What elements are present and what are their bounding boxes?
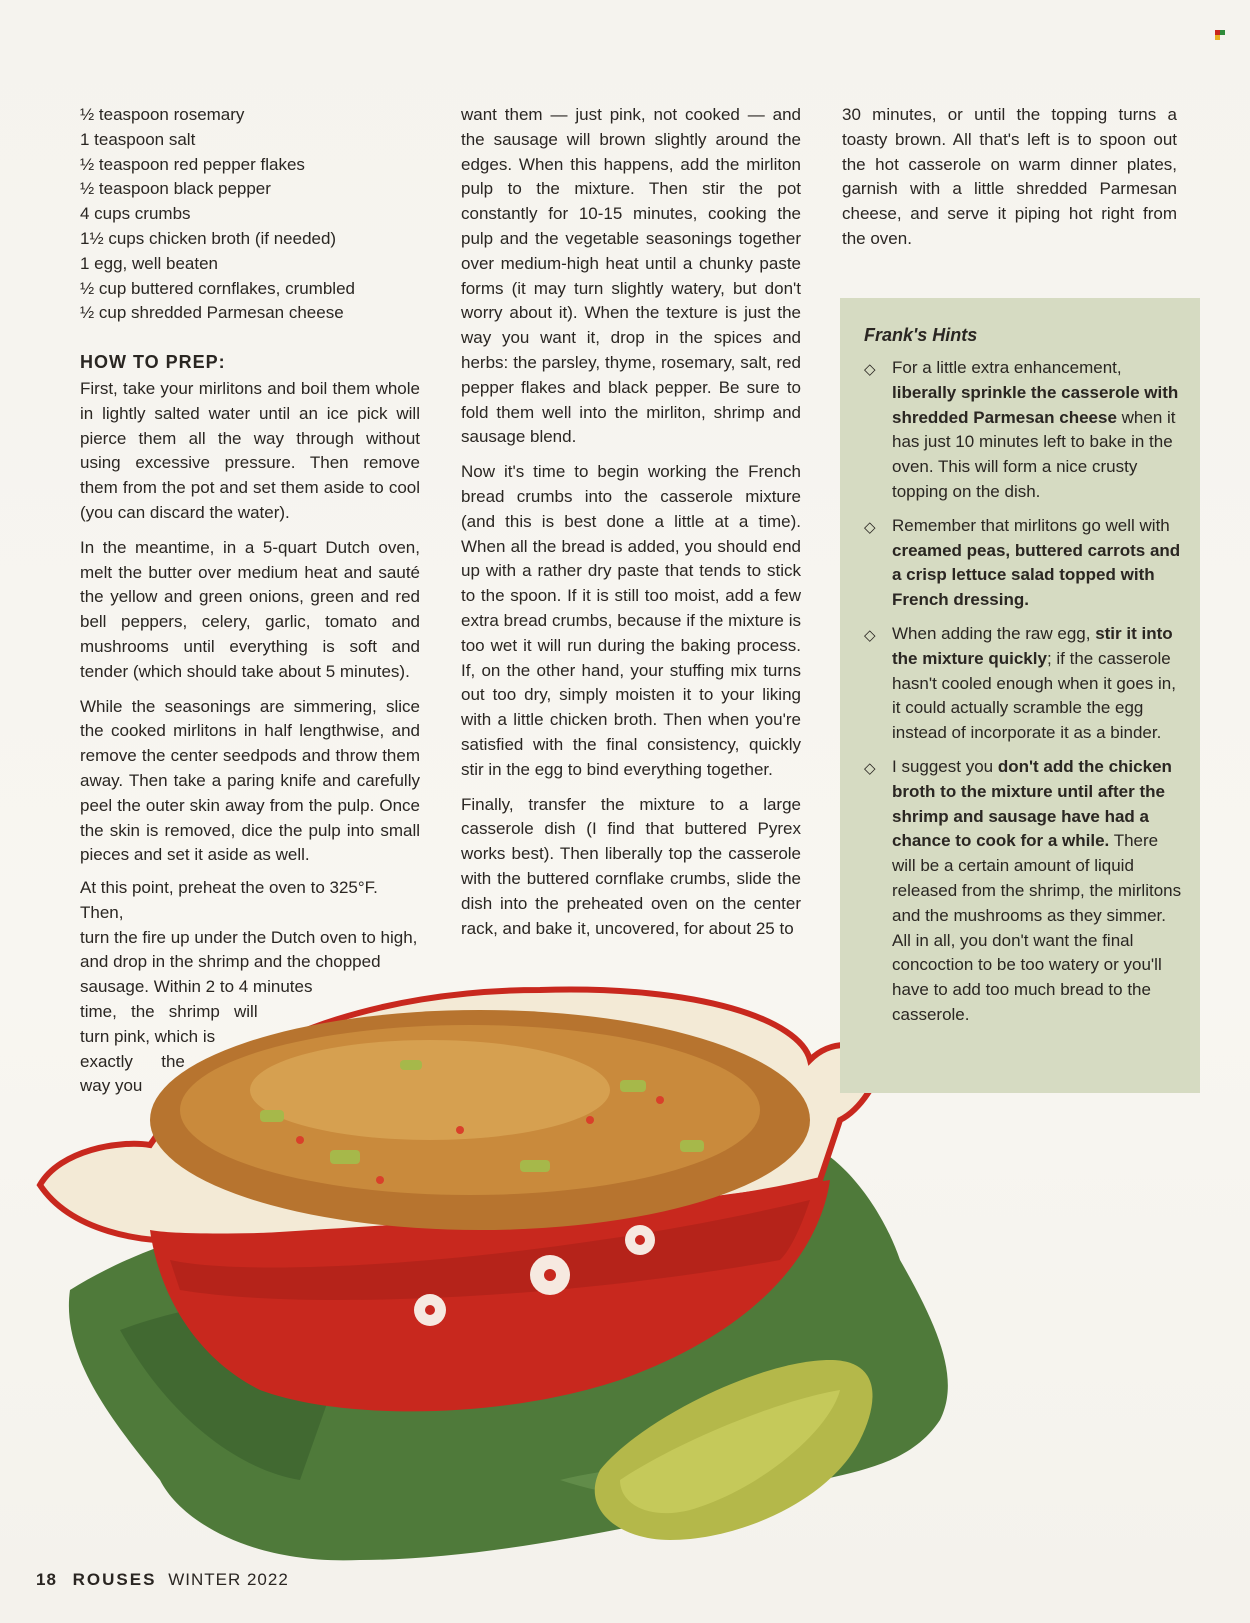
body-paragraph: want them — just pink, not cooked — and the sausage will brown slightly around the edges. When this happens, add the mirliton pulp to the mixture. Then stir the pot constantly for 10-15 minutes, cooking the pulp and the vegetable seasonings together over medium-high heat until a chunky paste forms (it may turn slightly watery, but don't worry about it). When the texture is just the way you want it, drop in the spices and herbs: the parsley, thyme, rosemary, salt, red pepper flakes and black pepper. Be sure to fold them well into the mirliton, shrimp and sausage blend. bbox=[461, 105, 801, 447]
ingredient-item: ½ teaspoon black pepper bbox=[80, 179, 271, 199]
page-number: 18 bbox=[36, 1570, 57, 1589]
left-column bbox=[80, 103, 420, 878]
text-line: way you bbox=[80, 1076, 143, 1096]
prep-heading: HOW TO PREP: bbox=[80, 352, 226, 373]
issue-label: WINTER 2022 bbox=[168, 1570, 289, 1589]
diamond-bullet-icon: ◇ bbox=[864, 518, 876, 536]
hint-item: ◇ For a little extra enhancement, liberally sprinkle the casserole with shredded Parmesan cheese when it has just 10 minutes left to bake in the oven. This will form a nice crusty topping on the dish. bbox=[864, 358, 1179, 501]
diamond-bullet-icon: ◇ bbox=[864, 759, 876, 777]
text-line: turn pink, which is bbox=[80, 1026, 216, 1046]
prep-paragraph: In the meantime, in a 5-quart Dutch oven, melt the butter over medium heat and sauté the yellow and green onions, green and red bell peppers, celery, garlic, tomato and mushrooms until everything is soft and tender (which should take about 5 minutes). bbox=[80, 537, 420, 681]
text-line: time, the shrimp will bbox=[80, 1001, 258, 1021]
page-footer bbox=[36, 1570, 289, 1590]
prep-paragraph-wrapped bbox=[80, 876, 420, 1099]
prep-paragraph: While the seasonings are simmering, slice the cooked mirlitons in half lengthwise, and remove the center seedpods and throw them away. Then take a paring knife and carefully peel the outer skin away from the pulp. Once the skin is removed, dice the pulp into small pieces and set it aside as well. bbox=[80, 696, 420, 865]
brand-name: ROUSES bbox=[72, 1570, 157, 1589]
middle-column bbox=[461, 103, 801, 951]
ingredients-list bbox=[80, 103, 420, 326]
ingredient-item: ½ cup shredded Parmesan cheese bbox=[80, 303, 344, 323]
body-paragraph: Finally, transfer the mixture to a large casserole dish (I find that buttered Pyrex works best). Then liberally top the casserole with the buttered cornflake crumbs, slide the dish into the preheated oven on the center rack, and bake it, uncovered, for about 25 to bbox=[461, 794, 801, 938]
hint-item: ◇ I suggest you don't add the chicken broth to the mixture until after the shrimp and sausage have had a chance to cook for a while. There will be a certain amount of liquid released from the shrimp, the mirlitons and the mushrooms as they simmer. All in all, you don't want the final concoction to be too watery or you'll have to add too much bread to the casserole. bbox=[864, 756, 1182, 1024]
diamond-bullet-icon: ◇ bbox=[864, 361, 876, 378]
ingredient-item: ½ teaspoon red pepper flakes bbox=[80, 154, 305, 174]
text-line: At this point, preheat the oven to 325°F. Then, bbox=[80, 878, 378, 922]
text-line: and drop in the shrimp and the chopped bbox=[80, 952, 381, 972]
text-line: exactly the bbox=[80, 1051, 185, 1071]
corner-mark-icon bbox=[1215, 30, 1225, 40]
ingredient-item: 1 egg, well beaten bbox=[80, 253, 218, 273]
text-line: sausage. Within 2 to 4 minutes bbox=[80, 977, 313, 997]
ingredient-item: 1 teaspoon salt bbox=[80, 129, 196, 149]
hint-item: ◇ When adding the raw egg, stir it into the mixture quickly; if the casserole hasn't cooled enough when it goes in, it could actually scramble the egg instead of incorporate it as a binder. bbox=[864, 623, 1176, 743]
ingredient-item: 4 cups crumbs bbox=[80, 204, 191, 224]
diamond-bullet-icon: ◇ bbox=[864, 626, 876, 644]
right-column bbox=[842, 103, 1177, 262]
prep-paragraph: First, take your mirlitons and boil them whole in lightly salted water until an ice pick will pierce them all the way through without using excessive pressure. Then remove them from the pot and set them aside to cool (you can discard the water). bbox=[80, 378, 420, 522]
ingredient-item: ½ cup buttered cornflakes, crumbled bbox=[80, 278, 355, 298]
hint-item: ◇ Remember that mirlitons go well with creamed peas, buttered carrots and a crisp lettuce salad topped with French dressing. bbox=[864, 515, 1181, 610]
text-line: turn the fire up under the Dutch oven to high, bbox=[80, 927, 418, 947]
body-paragraph: Now it's time to begin working the French bread crumbs into the casserole mixture (and this is best done a little at a time). When all the bread is added, you should end up with a rather dry paste that tends to stick to the spoon. If it is still too moist, add a few extra bread crumbs, because if the mixture is too wet it will run during the baking process. If, on the other hand, your stuffing mix turns out too dry, simply moisten it to your liking with a little chicken broth. Then when you're satisfied with the final consistency, quickly stir in the egg to bind everything together. bbox=[461, 462, 801, 779]
body-paragraph: 30 minutes, or until the topping turns a toasty brown. All that's left is to spoon out the hot casserole on warm dinner plates, garnish with a little shredded Parmesan cheese, and serve it piping hot right from the oven. bbox=[842, 105, 1177, 248]
ingredient-item: 1½ cups chicken broth (if needed) bbox=[80, 228, 337, 248]
hints-title: Frank's Hints bbox=[864, 325, 978, 345]
hints-list bbox=[862, 356, 1182, 1037]
ingredient-item: ½ teaspoon rosemary bbox=[80, 105, 245, 124]
